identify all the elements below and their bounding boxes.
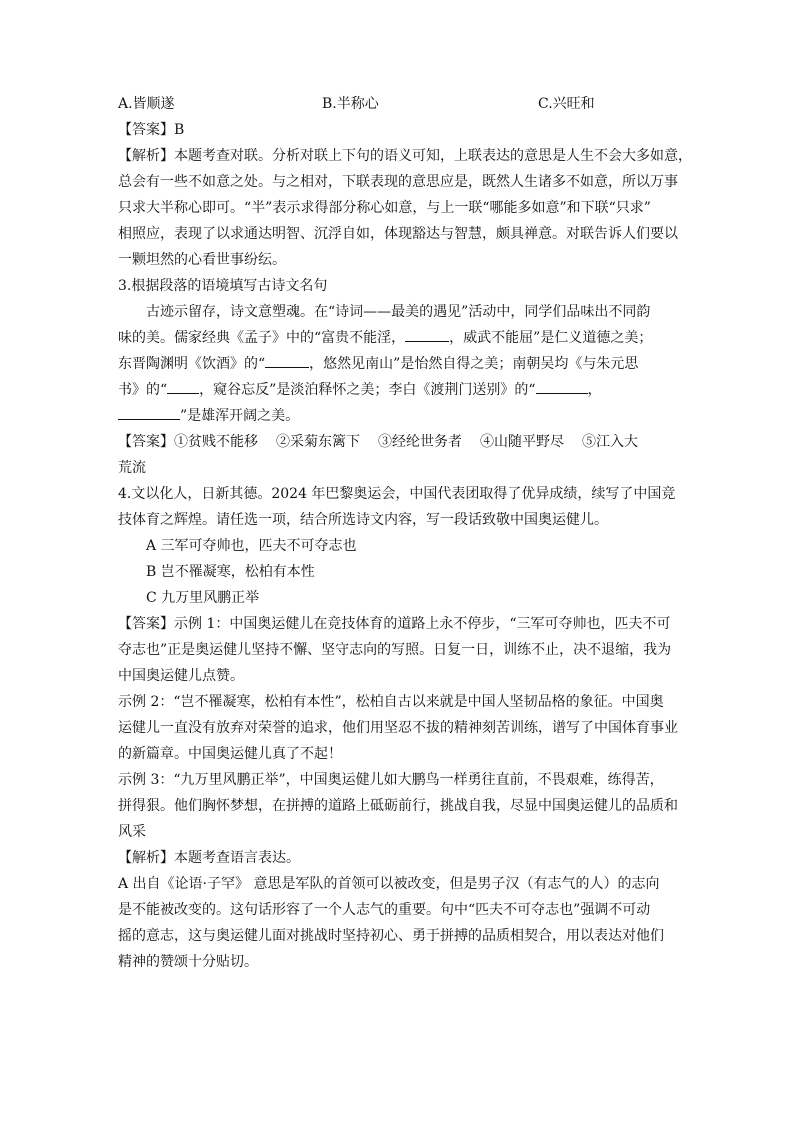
q4-analysis-line: 摇的意志，这与奥运健儿面对挑战时坚持初心、勇于拼搏的品质相契合，用以表达对他们 <box>118 928 664 944</box>
q4-analysis-line: 是不能被改变的。这句话形容了一个人志气的重要。句中“匹夫不可夺志也”强调不可动 <box>118 902 651 918</box>
q4-option-a: A 三军可夺帅也，匹夫不可夺志也 <box>146 538 357 554</box>
q2-options <box>118 91 680 117</box>
fill-blank-5[interactable] <box>118 404 180 420</box>
q3-text: ， <box>587 382 602 398</box>
q4-prompt-line: 技体育之辉煌。请任选一项，结合所选诗文内容，写一段话致敬中国奥运健儿。 <box>118 512 608 528</box>
q4-answer-line: 运健儿一直没有放弃对荣誉的追求，他们用坚忍不拔的精神刻苦训练，谱写了中国体育事业 <box>118 720 678 736</box>
q2-option-c: C.兴旺和 <box>538 96 595 112</box>
q3-text: ，窥谷忘反”是淡泊释怀之美；李白《渡荆门送别》的“ <box>199 382 536 398</box>
q4-analysis-line: A 出自《论语·子罕》 意思是军队的首领可以被改变，但是男子汉（有志气的人）的志向 <box>118 876 660 892</box>
q3-passage-line <box>118 325 680 351</box>
q3-text: 东晋陶渊明《饮酒》的“ <box>118 356 266 372</box>
q4-answer-line: 示例 3：“九万里风鹏正举”，中国奥运健儿如大鹏鸟一样勇往直前，不畏艰难，练得苦， <box>118 772 664 788</box>
q2-analysis-line: 只求大半称心即可。“半”表示求得部分称心如意，与上一联“哪能多如意”和下联“只求” <box>118 200 651 216</box>
document-content <box>118 91 692 975</box>
q2-answer: 【答案】B <box>118 122 185 138</box>
q3-title: 3.根据段落的语境填写古诗文名句 <box>118 278 328 294</box>
q3-text: 书》的“ <box>118 382 168 398</box>
fill-blank-1[interactable] <box>405 326 449 342</box>
q3-answer-item: ⑤江入大 <box>582 434 638 450</box>
q4-answer-line: 中国奥运健儿点赞。 <box>118 668 244 684</box>
q2-analysis-line: 相照应，表现了以求通达明智、沉浮自如，体现豁达与智慧，颇具禅意。对联告诉人们要以 <box>118 226 678 242</box>
q3-passage-line <box>118 403 680 429</box>
q4-prompt-line: 4.文以化人，日新其德。2024 年巴黎奥运会，中国代表团取得了优异成绩，续写了中国竞 <box>118 486 676 502</box>
q2-analysis-line: 【解析】本题考查对联。分析对联上下句的语义可知，上联表达的意思是人生不会大多如意， <box>118 148 692 164</box>
fill-blank-2[interactable] <box>265 352 309 368</box>
q3-text: ”是雄浑开阔之美。 <box>180 408 300 424</box>
q4-answer-line: 风采 <box>118 824 146 840</box>
fill-blank-3[interactable] <box>167 378 199 394</box>
q2-analysis-line: 总会有一些不如意之处。与之相对，下联表现的意思应是，既然人生诸多不如意，所以万事 <box>118 174 678 190</box>
q2-option-a: A.皆顺遂 <box>118 96 175 112</box>
q4-analysis-line: 【解析】本题考查语言表达。 <box>118 850 300 866</box>
q4-option-b: B 岂不罹凝寒，松柏有本性 <box>146 564 315 580</box>
fill-blank-4[interactable] <box>536 378 588 394</box>
q3-passage-line: 古迹示留存，诗文意塑魂。在“诗词——最美的遇见”活动中，同学们品味出不同韵 <box>146 304 651 320</box>
q3-answer-item: ④山随平野尽 <box>480 434 564 450</box>
q3-text: 味的美。儒家经典《孟子》中的“富贵不能淫， <box>118 330 406 346</box>
q3-passage-line <box>118 351 680 377</box>
q3-answer-item: ①贫贱不能移 <box>174 434 258 450</box>
q4-answer-line: 拼得狠。他们胸怀梦想，在拼搏的道路上砥砺前行，挑战自我，尽显中国奥运健儿的品质和 <box>118 798 678 814</box>
q3-answer-label: 【答案】 <box>118 434 174 450</box>
q4-answer-line: 示例 2：“岂不罹凝寒，松柏有本性”，松柏自古以来就是中国人坚韧品格的象征。中国奥 <box>118 694 664 710</box>
q2-option-b: B.半称心 <box>322 96 379 112</box>
q4-answer-line: 的新篇章。中国奥运健儿真了不起！ <box>118 746 342 762</box>
q4-option-c: C 九万里风鹏正举 <box>146 590 260 606</box>
q4-answer-line: 【答案】示例 1：中国奥运健儿在竞技体育的道路上永不停步，“三军可夺帅也，匹夫不可 <box>118 616 671 632</box>
q4-analysis-line: 精神的赞颂十分贴切。 <box>118 954 258 970</box>
q3-answer-item: ③经纶世务者 <box>378 434 462 450</box>
q3-text: ，悠然见南山”是怡然自得之美；南朝吴均《与朱元思 <box>309 356 639 372</box>
q3-text: ，威武不能屈”是仁义道德之美； <box>449 330 653 346</box>
q3-answer-continued: 荒流 <box>118 460 146 476</box>
q3-answer-item: ②采菊东篱下 <box>276 434 360 450</box>
q3-passage-line <box>118 377 680 403</box>
q4-answer-line: 夺志也”正是奥运健儿坚持不懈、坚守志向的写照。日复一日，训练不止，决不退缩，我为 <box>118 642 672 658</box>
q3-answer <box>118 429 680 455</box>
q2-analysis-line: 一颗坦然的心看世事纷纭。 <box>118 252 286 268</box>
